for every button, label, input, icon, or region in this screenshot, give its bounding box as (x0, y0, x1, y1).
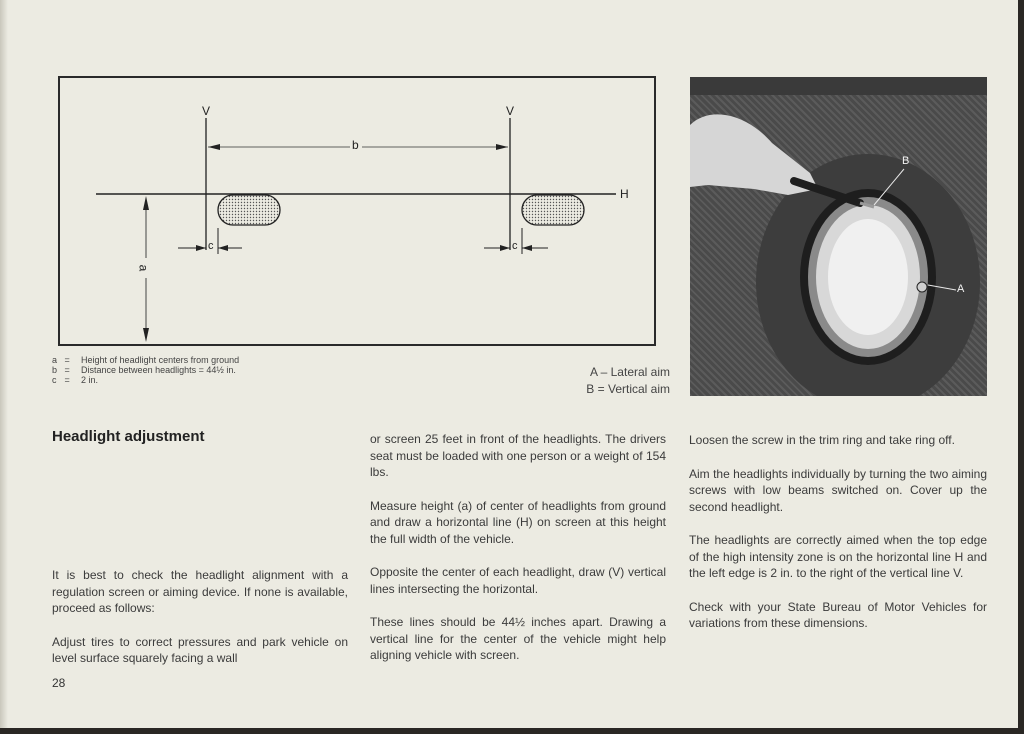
label-v-left: V (202, 104, 211, 118)
paragraph: Opposite the center of each headlight, draw (V) vertical lines intersecting the horizontal. (370, 565, 666, 596)
paragraph: The headlights are correctly aimed when the top edge of the high intensity zone is on the horizontal line H and the left edge is 2 in. to the right of the vertical line V. (689, 533, 987, 580)
text-column-2 (370, 431, 666, 681)
legend-row-c: c = 2 in. (52, 375, 99, 385)
headlight-zone-right (522, 195, 584, 225)
diagram-legend (52, 355, 239, 385)
paragraph: It is best to check the headlight alignment with a regulation screen or aiming device. If none is available, proceed as follows: (52, 568, 348, 615)
diagram-graphic (60, 78, 654, 344)
text-column-3 (689, 432, 987, 649)
legend-row-a: a = Height of headlight centers from ground (52, 355, 240, 365)
text-column-1 (52, 567, 348, 684)
paragraph: or screen 25 feet in front of the headlights. The drivers seat must be loaded with one person or a weight of 154 lbs. (370, 432, 666, 479)
paragraph: Aim the headlights individually by turning the two aiming screws with low beams switched on. Cover up the second headlight. (689, 466, 987, 514)
paragraph: Adjust tires to correct pressures and park vehicle on level surface squarely facing a wall (52, 634, 348, 665)
label-h: H (620, 187, 629, 201)
label-c-left: c (208, 240, 214, 252)
photo-caption (560, 364, 670, 398)
paragraph: Measure height (a) of center of headlights from ground and draw a horizontal line (H) on screen at this height the full width of the vehicle. (370, 498, 666, 546)
label-b: b (352, 138, 359, 152)
paragraph: Check with your State Bureau of Motor Vehicles for variations from these dimensions. (689, 599, 987, 630)
headlight-aiming-diagram (58, 76, 656, 346)
paragraph: Loosen the screw in the trim ring and take ring off. (689, 433, 955, 447)
photo-label-b: B (902, 155, 910, 167)
photo-label-a: A (957, 283, 965, 295)
headlight-zone-left (218, 195, 280, 225)
paragraph: These lines should be 44½ inches apart. Drawing a vertical line for the center of the vehicle might help aligning vehicle with screen. (370, 615, 666, 662)
caption-lateral-aim: A – Lateral aim (589, 365, 670, 379)
caption-vertical-aim: B = Vertical aim (586, 382, 670, 396)
headlight-photo (690, 77, 987, 396)
page-number: 28 (52, 676, 66, 690)
label-c-right: c (512, 240, 518, 252)
section-heading: Headlight adjustment (52, 428, 205, 445)
page-binding-edge (0, 0, 8, 728)
headlight-illustration (690, 77, 987, 396)
label-a: a (136, 264, 151, 272)
label-v-right: V (506, 104, 515, 118)
legend-row-b: b = Distance between headlights = 44½ in. (52, 365, 236, 375)
